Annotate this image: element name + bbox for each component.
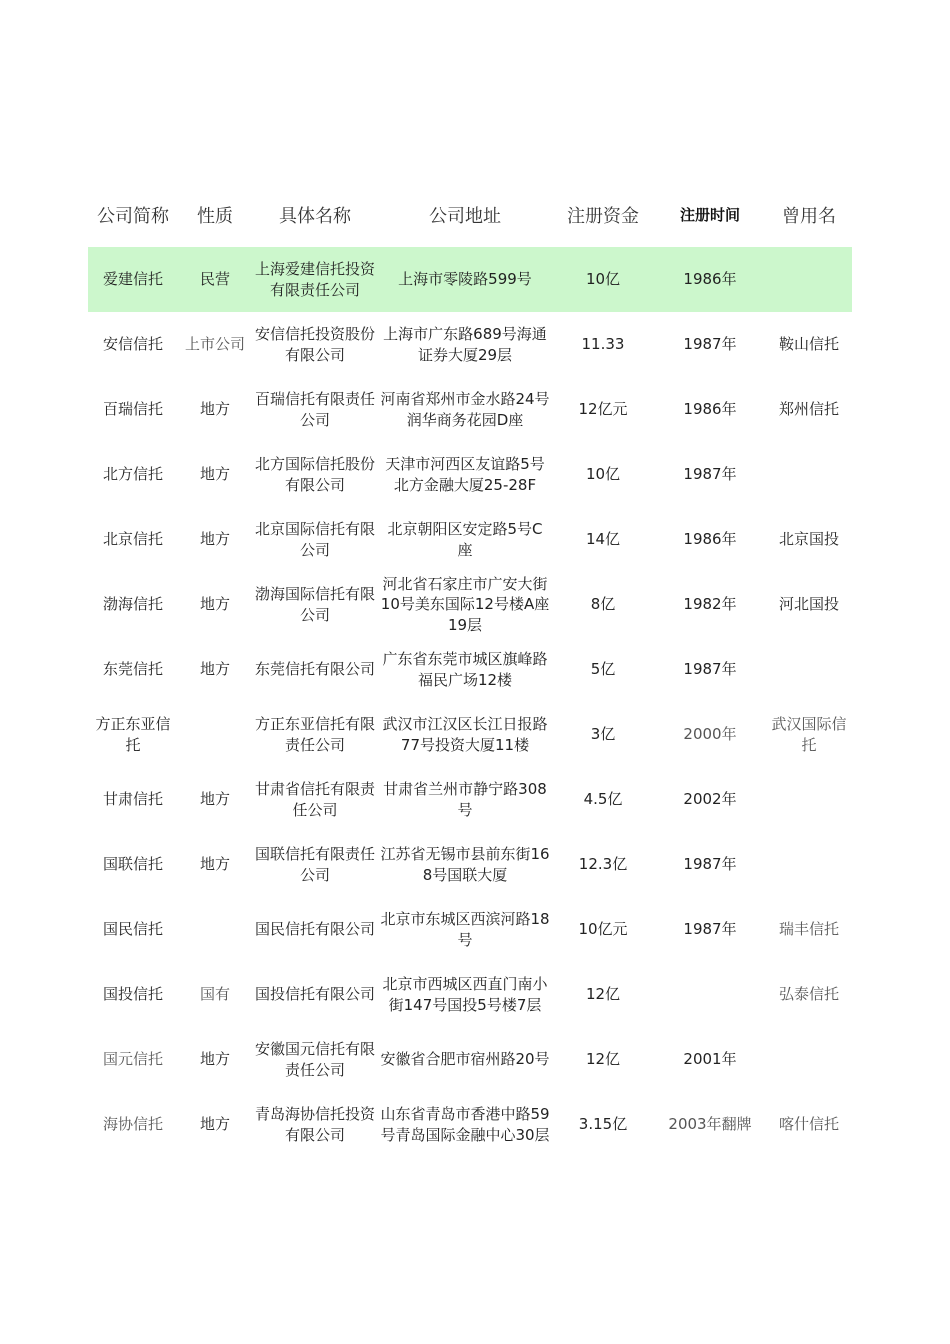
cell-short-name: 渤海信托 <box>102 595 163 614</box>
table-row <box>88 897 852 962</box>
cell-capital: 14亿 <box>585 530 621 549</box>
cell-former-name: 北京国投 <box>778 530 839 549</box>
table-row <box>88 1092 852 1157</box>
cell-former-name: 弘泰信托 <box>778 985 839 1004</box>
cell-short-name: 国联信托 <box>102 855 163 874</box>
cell-former-name <box>766 442 852 507</box>
cell-address: 山东省青岛市香港中路59号青岛国际金融中心30层 <box>380 1105 550 1144</box>
cell-type: 民营 <box>178 247 252 312</box>
cell-short-name: 爱建信托 <box>88 247 178 312</box>
cell-type: 地方 <box>199 1115 230 1134</box>
cell-address: 河南省郑州市金水路24号润华商务花园D座 <box>380 390 550 429</box>
cell-type: 地方 <box>199 660 230 679</box>
cell-full-name: 渤海国际信托有限公司 <box>254 585 375 624</box>
cell-former-name: 武汉国际信托 <box>771 715 847 754</box>
cell-capital: 3亿 <box>590 725 616 744</box>
cell-address: 北京市东城区西滨河路18号 <box>380 910 550 949</box>
table-row <box>88 442 852 507</box>
table-row <box>88 702 852 767</box>
table-row <box>88 572 852 637</box>
cell-former-name <box>766 637 852 702</box>
table-row <box>88 507 852 572</box>
table-body <box>88 247 852 1157</box>
cell-capital: 12亿 <box>585 1050 621 1069</box>
cell-type: 地方 <box>199 595 230 614</box>
cell-short-name: 安信信托 <box>102 335 163 354</box>
table-row <box>88 637 852 702</box>
cell-address: 上海市广东路689号海通证券大厦29层 <box>383 325 547 364</box>
header-short-name: 公司简称 <box>97 205 169 227</box>
cell-address: 武汉市江汉区长江日报路77号投资大厦11楼 <box>382 715 548 754</box>
table-row <box>88 247 852 312</box>
cell-type: 国有 <box>199 985 230 1004</box>
cell-type: 地方 <box>199 855 230 874</box>
header-address: 公司地址 <box>429 205 501 227</box>
cell-full-name: 国联信托有限责任公司 <box>254 845 375 884</box>
header-type: 性质 <box>197 205 233 227</box>
header-full-name: 具体名称 <box>279 205 351 227</box>
cell-short-name: 甘肃信托 <box>102 790 163 809</box>
cell-type <box>178 897 252 962</box>
cell-former-name <box>766 247 852 312</box>
cell-registration-date: 1987年 <box>683 660 737 679</box>
cell-full-name: 安信信托投资股份有限公司 <box>254 325 375 364</box>
cell-full-name: 国民信托有限公司 <box>254 920 375 939</box>
cell-registration-date: 1987年 <box>683 465 737 484</box>
cell-short-name: 国投信托 <box>102 985 163 1004</box>
cell-full-name: 北京国际信托有限公司 <box>254 520 375 559</box>
cell-address: 江苏省无锡市县前东街168号国联大厦 <box>380 845 550 884</box>
table-header <box>88 182 852 247</box>
table-row <box>88 377 852 442</box>
cell-registration-date: 1986年 <box>683 400 737 419</box>
cell-short-name: 国元信托 <box>102 1050 163 1069</box>
table-row <box>88 962 852 1027</box>
cell-capital: 5亿 <box>590 660 616 679</box>
cell-address: 河北省石家庄市广安大街10号美东国际12号楼A座19层 <box>380 574 550 634</box>
cell-full-name: 上海爱建信托投资有限责任公司 <box>252 247 378 312</box>
cell-registration-date: 2000年 <box>683 725 737 744</box>
cell-former-name: 喀什信托 <box>778 1115 839 1134</box>
cell-short-name: 北方信托 <box>102 465 163 484</box>
cell-type: 地方 <box>199 400 230 419</box>
cell-full-name: 东莞信托有限公司 <box>254 660 375 679</box>
cell-full-name: 安徽国元信托有限责任公司 <box>254 1040 375 1079</box>
cell-former-name: 郑州信托 <box>778 400 839 419</box>
cell-type: 地方 <box>199 1050 230 1069</box>
table-row <box>88 767 852 832</box>
cell-short-name: 海协信托 <box>102 1115 163 1134</box>
cell-full-name: 青岛海协信托投资有限公司 <box>254 1105 375 1144</box>
cell-address: 安徽省合肥市宿州路20号 <box>380 1050 550 1069</box>
cell-former-name <box>766 767 852 832</box>
cell-capital: 10亿 <box>552 247 654 312</box>
cell-registration-date: 1986年 <box>683 530 737 549</box>
cell-capital: 12亿 <box>585 985 621 1004</box>
cell-full-name: 甘肃省信托有限责任公司 <box>254 780 375 819</box>
cell-registration-date <box>654 962 766 1027</box>
header-row <box>88 182 852 247</box>
cell-capital: 11.33 <box>581 335 625 354</box>
cell-capital: 12.3亿 <box>578 855 628 874</box>
cell-former-name <box>766 1027 852 1092</box>
cell-capital: 10亿元 <box>578 920 628 939</box>
cell-registration-date: 1982年 <box>683 595 737 614</box>
cell-former-name: 河北国投 <box>778 595 839 614</box>
cell-short-name: 北京信托 <box>102 530 163 549</box>
cell-address: 甘肃省兰州市静宁路308号 <box>383 780 547 819</box>
cell-type: 地方 <box>199 465 230 484</box>
cell-short-name: 百瑞信托 <box>102 400 163 419</box>
header-former-name: 曾用名 <box>782 205 836 227</box>
cell-registration-date: 1986年 <box>654 247 766 312</box>
cell-short-name: 东莞信托 <box>102 660 163 679</box>
cell-type: 地方 <box>199 790 230 809</box>
cell-registration-date: 1987年 <box>683 855 737 874</box>
cell-type: 地方 <box>199 530 230 549</box>
cell-full-name: 国投信托有限公司 <box>254 985 375 1004</box>
cell-registration-date: 1987年 <box>683 335 737 354</box>
cell-address: 广东省东莞市城区旗峰路福民广场12楼 <box>382 650 548 689</box>
table-row <box>88 312 852 377</box>
cell-type: 上市公司 <box>184 335 245 354</box>
table-row <box>88 832 852 897</box>
cell-address: 天津市河西区友谊路5号北方金融大厦25-28F <box>385 455 545 494</box>
cell-capital: 3.15亿 <box>578 1115 628 1134</box>
cell-former-name: 瑞丰信托 <box>778 920 839 939</box>
cell-former-name: 鞍山信托 <box>778 335 839 354</box>
table-row <box>88 1027 852 1092</box>
cell-registration-date: 1987年 <box>683 920 737 939</box>
cell-type <box>178 702 252 767</box>
cell-capital: 4.5亿 <box>583 790 623 809</box>
cell-address: 上海市零陵路599号 <box>378 247 552 312</box>
trust-company-table <box>88 182 852 1157</box>
cell-capital: 10亿 <box>585 465 621 484</box>
cell-registration-date: 2001年 <box>683 1050 737 1069</box>
cell-capital: 12亿元 <box>578 400 628 419</box>
cell-full-name: 北方国际信托股份有限公司 <box>254 455 375 494</box>
cell-full-name: 百瑞信托有限责任公司 <box>254 390 375 429</box>
cell-short-name: 国民信托 <box>102 920 163 939</box>
cell-registration-date: 2003年翻牌 <box>668 1115 752 1134</box>
cell-registration-date: 2002年 <box>683 790 737 809</box>
header-capital: 注册资金 <box>567 205 639 227</box>
cell-full-name: 方正东亚信托有限责任公司 <box>254 715 375 754</box>
cell-short-name: 方正东亚信托 <box>95 715 171 754</box>
header-registration-date: 注册时间 <box>679 206 740 224</box>
cell-capital: 8亿 <box>590 595 616 614</box>
cell-address: 北京朝阳区安定路5号C座 <box>387 520 543 559</box>
cell-address: 北京市西城区西直门南小街147号国投5号楼7层 <box>382 975 548 1014</box>
cell-former-name <box>766 832 852 897</box>
